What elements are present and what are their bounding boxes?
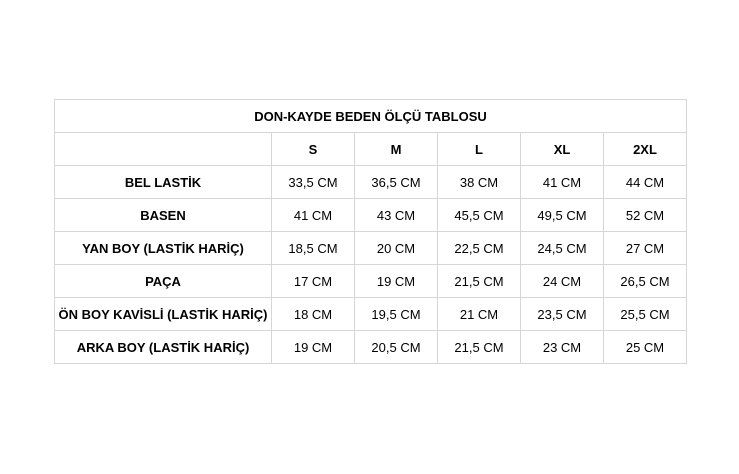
size-header-m: M bbox=[355, 133, 438, 166]
row-label: ARKA BOY (LASTİK HARİÇ) bbox=[55, 331, 272, 364]
table-cell: 33,5 CM bbox=[272, 166, 355, 199]
table-cell: 17 CM bbox=[272, 265, 355, 298]
table-row bbox=[55, 265, 687, 298]
table-cell: 24,5 CM bbox=[521, 232, 604, 265]
row-label: BEL LASTİK bbox=[55, 166, 272, 199]
table-cell: 27 CM bbox=[604, 232, 687, 265]
row-label: YAN BOY (LASTİK HARİÇ) bbox=[55, 232, 272, 265]
table-title: DON-KAYDE BEDEN ÖLÇÜ TABLOSU bbox=[55, 100, 687, 133]
table-cell: 19 CM bbox=[355, 265, 438, 298]
table-cell: 43 CM bbox=[355, 199, 438, 232]
title-row bbox=[55, 100, 687, 133]
row-label: BASEN bbox=[55, 199, 272, 232]
size-header-xl: XL bbox=[521, 133, 604, 166]
table-cell: 18 CM bbox=[272, 298, 355, 331]
table-cell: 22,5 CM bbox=[438, 232, 521, 265]
table-cell: 26,5 CM bbox=[604, 265, 687, 298]
table-cell: 49,5 CM bbox=[521, 199, 604, 232]
size-header-s: S bbox=[272, 133, 355, 166]
size-header-2xl: 2XL bbox=[604, 133, 687, 166]
row-label: PAÇA bbox=[55, 265, 272, 298]
table-cell: 20 CM bbox=[355, 232, 438, 265]
header-row bbox=[55, 133, 687, 166]
table-row bbox=[55, 331, 687, 364]
table-cell: 25,5 CM bbox=[604, 298, 687, 331]
table-cell: 19,5 CM bbox=[355, 298, 438, 331]
table-cell: 45,5 CM bbox=[438, 199, 521, 232]
table-cell: 23,5 CM bbox=[521, 298, 604, 331]
table-cell: 36,5 CM bbox=[355, 166, 438, 199]
table-row bbox=[55, 232, 687, 265]
size-header-l: L bbox=[438, 133, 521, 166]
table-cell: 25 CM bbox=[604, 331, 687, 364]
table-cell: 41 CM bbox=[272, 199, 355, 232]
table-cell: 44 CM bbox=[604, 166, 687, 199]
table-cell: 21 CM bbox=[438, 298, 521, 331]
table-cell: 52 CM bbox=[604, 199, 687, 232]
table-row bbox=[55, 166, 687, 199]
corner-cell bbox=[55, 133, 272, 166]
size-chart-table bbox=[54, 99, 687, 364]
table-cell: 20,5 CM bbox=[355, 331, 438, 364]
table-cell: 21,5 CM bbox=[438, 331, 521, 364]
row-label: ÖN BOY KAVİSLİ (LASTİK HARİÇ) bbox=[55, 298, 272, 331]
table-row bbox=[55, 298, 687, 331]
table-cell: 21,5 CM bbox=[438, 265, 521, 298]
table-cell: 24 CM bbox=[521, 265, 604, 298]
table-cell: 23 CM bbox=[521, 331, 604, 364]
table-cell: 19 CM bbox=[272, 331, 355, 364]
table-cell: 18,5 CM bbox=[272, 232, 355, 265]
table-cell: 41 CM bbox=[521, 166, 604, 199]
table-cell: 38 CM bbox=[438, 166, 521, 199]
table-row bbox=[55, 199, 687, 232]
